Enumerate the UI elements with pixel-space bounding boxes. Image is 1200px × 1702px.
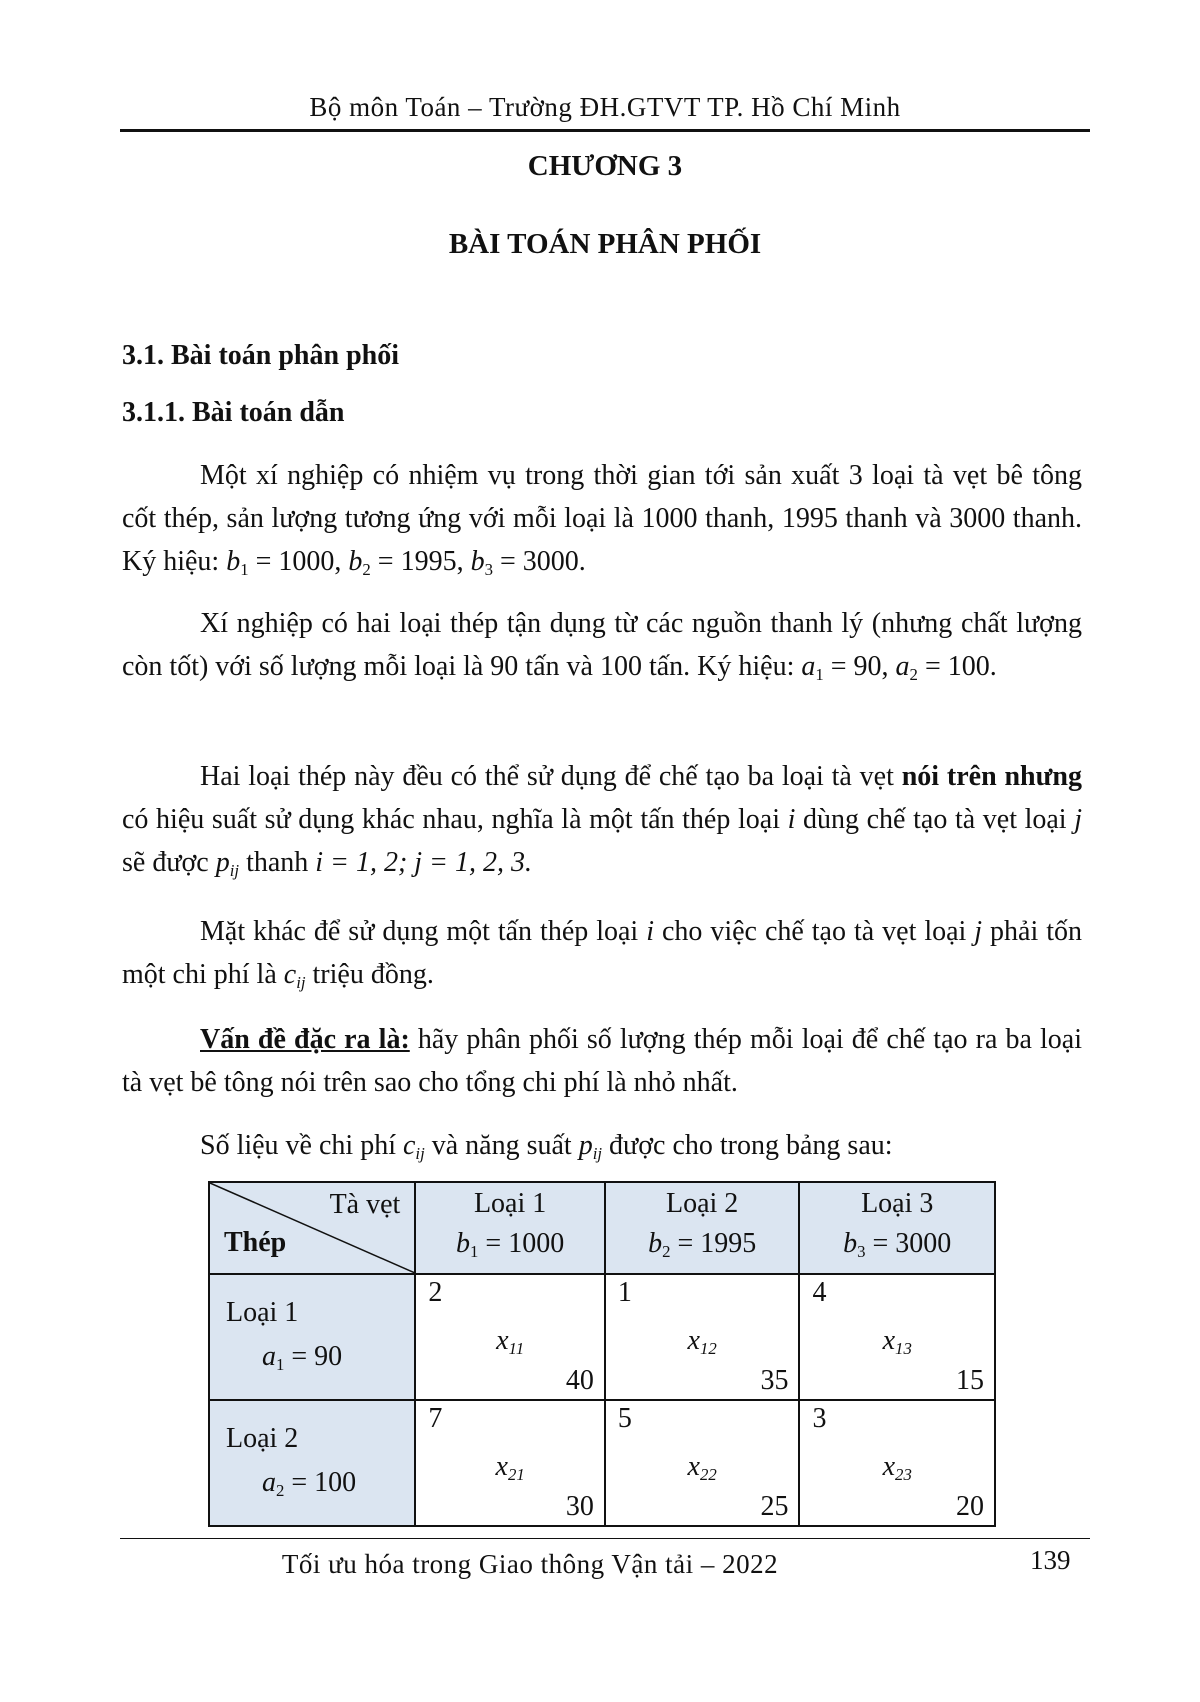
- math-symbol: c: [283, 959, 297, 990]
- cell-productivity: 35: [760, 1365, 789, 1396]
- cell-cost: 5: [617, 1403, 632, 1434]
- table-header-row: [209, 1182, 995, 1274]
- math-value: = 1000,: [248, 546, 349, 577]
- cell-variable: $x_{21}$: [495, 1451, 525, 1485]
- table-corner-cell: [209, 1182, 415, 1274]
- paragraph-6: [122, 1124, 1082, 1175]
- text: được cho trong bảng sau:: [602, 1130, 893, 1161]
- problem-statement-label: Vấn đề đặc ra là:: [200, 1024, 410, 1055]
- math-symbol: a: [895, 651, 910, 682]
- math-subscript: 1: [815, 665, 824, 685]
- text: và năng suất: [424, 1130, 579, 1161]
- text: hãy phân phối số lượng thép mỗi loại để chế tạo ra ba loại tà vẹt bê tông nói trên sao cho tổng chi phí là nhỏ nhất.: [122, 1024, 1082, 1098]
- table-cell: [415, 1400, 605, 1526]
- cell-variable: $x_{22}$: [687, 1451, 717, 1485]
- math-symbol: j: [974, 916, 983, 947]
- cell-variable: $x_{13}$: [882, 1325, 912, 1359]
- cell-cost: 4: [812, 1277, 827, 1308]
- table-cell: [799, 1274, 995, 1400]
- column-label: Loại 3: [861, 1187, 934, 1219]
- math-subscript: ij: [296, 973, 306, 993]
- column-demand: $b_2 = 1995$: [648, 1227, 757, 1262]
- text: thanh: [239, 847, 316, 878]
- math-subscript: 2: [909, 665, 918, 685]
- column-header: [799, 1182, 995, 1274]
- math-subscript: ij: [415, 1144, 425, 1164]
- math-value: = 100.: [917, 651, 997, 682]
- cell-productivity: 40: [565, 1365, 594, 1396]
- math-symbol: i: [646, 916, 654, 947]
- running-footer: Tối ưu hóa trong Giao thông Vận tải – 2022: [281, 1549, 779, 1579]
- cell-variable: $x_{23}$: [882, 1451, 912, 1485]
- table-cell: [799, 1400, 995, 1526]
- chapter-title: BÀI TOÁN PHÂN PHỐI: [448, 228, 762, 260]
- paragraph-5: [122, 1018, 1082, 1104]
- column-demand: $b_1 = 1000$: [456, 1227, 565, 1262]
- cell-productivity: 20: [956, 1491, 984, 1522]
- column-label: Loại 1: [473, 1187, 547, 1219]
- math-value: = 90,: [823, 651, 896, 682]
- math-symbol: p: [215, 847, 230, 878]
- math-symbol: b: [470, 546, 485, 577]
- row-header: [209, 1400, 415, 1526]
- footer-rule: [120, 1538, 1090, 1539]
- math-symbol: i: [787, 804, 796, 835]
- cell-variable: $x_{11}$: [496, 1325, 525, 1359]
- text: Mặt khác để sử dụng một tấn thép loại: [200, 916, 647, 947]
- math-symbol: c: [402, 1130, 416, 1161]
- corner-row-label: Thép: [224, 1227, 287, 1258]
- cell-cost: 7: [428, 1403, 443, 1434]
- text: Hai loại thép này đều có thể sử dụng để chế tạo ba loại tà vẹt: [200, 761, 902, 792]
- text: có hiệu suất sử dụng khác nhau, nghĩa là một tấn thép loại: [122, 804, 788, 835]
- cell-productivity: 15: [956, 1365, 984, 1396]
- table-row: [209, 1274, 995, 1400]
- math-condition: i = 1, 2; j = 1, 2, 3.: [315, 847, 532, 878]
- cell-variable: $x_{12}$: [687, 1325, 717, 1359]
- math-symbol: j: [1074, 804, 1082, 835]
- row-header: [209, 1274, 415, 1400]
- math-symbol: p: [578, 1130, 593, 1161]
- paragraph-1: [122, 454, 1082, 591]
- math-value: = 3000.: [492, 546, 586, 577]
- cell-cost: 3: [812, 1403, 827, 1434]
- column-header: [605, 1182, 800, 1274]
- math-subscript: 1: [240, 560, 249, 580]
- math-subscript: ij: [229, 861, 240, 881]
- text: sẽ được: [122, 847, 216, 878]
- subsection-heading: 3.1.1. Bài toán dẫn: [122, 397, 345, 428]
- row-label: Loại 1: [226, 1297, 299, 1328]
- column-label: Loại 2: [666, 1187, 739, 1219]
- paragraph-2: [122, 602, 1082, 696]
- row-supply: $a_1 = 90$: [262, 1341, 343, 1375]
- math-symbol: a: [801, 651, 816, 682]
- running-header: Bộ môn Toán – Trường ĐH.GTVT TP. Hồ Chí Minh: [309, 92, 901, 122]
- section-heading: 3.1. Bài toán phân phối: [122, 340, 399, 371]
- text: phải tốn một chi phí là: [122, 916, 1082, 990]
- text: Số liệu về chi phí: [200, 1130, 403, 1161]
- header-rule: [120, 129, 1090, 132]
- paragraph-4: [122, 910, 1082, 1004]
- row-label: Loại 2: [226, 1423, 299, 1454]
- table-cell: [605, 1274, 800, 1400]
- table-cell: [415, 1274, 605, 1400]
- cell-cost: 2: [428, 1277, 443, 1308]
- math-symbol: b: [226, 546, 241, 577]
- text: Xí nghiệp có hai loại thép tận dụng từ các nguồn thanh lý (nhưng chất lượng còn tốt) với số lượng mỗi loại là 90 tấn và 100 tấn. Ký hiệu:: [122, 608, 1082, 682]
- cell-productivity: 25: [760, 1491, 789, 1522]
- text: cho việc chế tạo tà vẹt loại: [653, 916, 975, 947]
- text: dùng chế tạo tà vẹt loại: [795, 804, 1075, 835]
- math-symbol: b: [348, 546, 363, 577]
- paragraph-3: [122, 755, 1082, 892]
- cell-cost: 1: [617, 1277, 632, 1308]
- page-number: 139: [1030, 1545, 1071, 1575]
- text: triệu đồng.: [305, 959, 434, 990]
- table-cell: [605, 1400, 800, 1526]
- column-header: [415, 1182, 605, 1274]
- math-subscript: ij: [592, 1144, 603, 1164]
- cell-productivity: 30: [565, 1491, 594, 1522]
- text: Một xí nghiệp có nhiệm vụ trong thời gian tới sản xuất 3 loại tà vẹt bê tông cốt thép, sản lượng tương ứng với mỗi loại là 1000 thanh, 1995 thanh và 3000 thanh. Ký hiệu:: [122, 460, 1082, 577]
- column-demand: $b_3 = 3000$: [843, 1227, 952, 1262]
- table-row: [209, 1400, 995, 1526]
- math-subscript: 3: [484, 560, 493, 580]
- math-subscript: 2: [362, 560, 371, 580]
- corner-column-label: Tà vẹt: [329, 1189, 401, 1220]
- row-supply: $a_2 = 100$: [262, 1467, 357, 1501]
- bold-text: nói trên nhưng: [901, 761, 1082, 792]
- transport-table: [208, 1181, 996, 1527]
- math-value: = 1995,: [370, 546, 471, 577]
- chapter-number: CHƯƠNG 3: [527, 150, 683, 182]
